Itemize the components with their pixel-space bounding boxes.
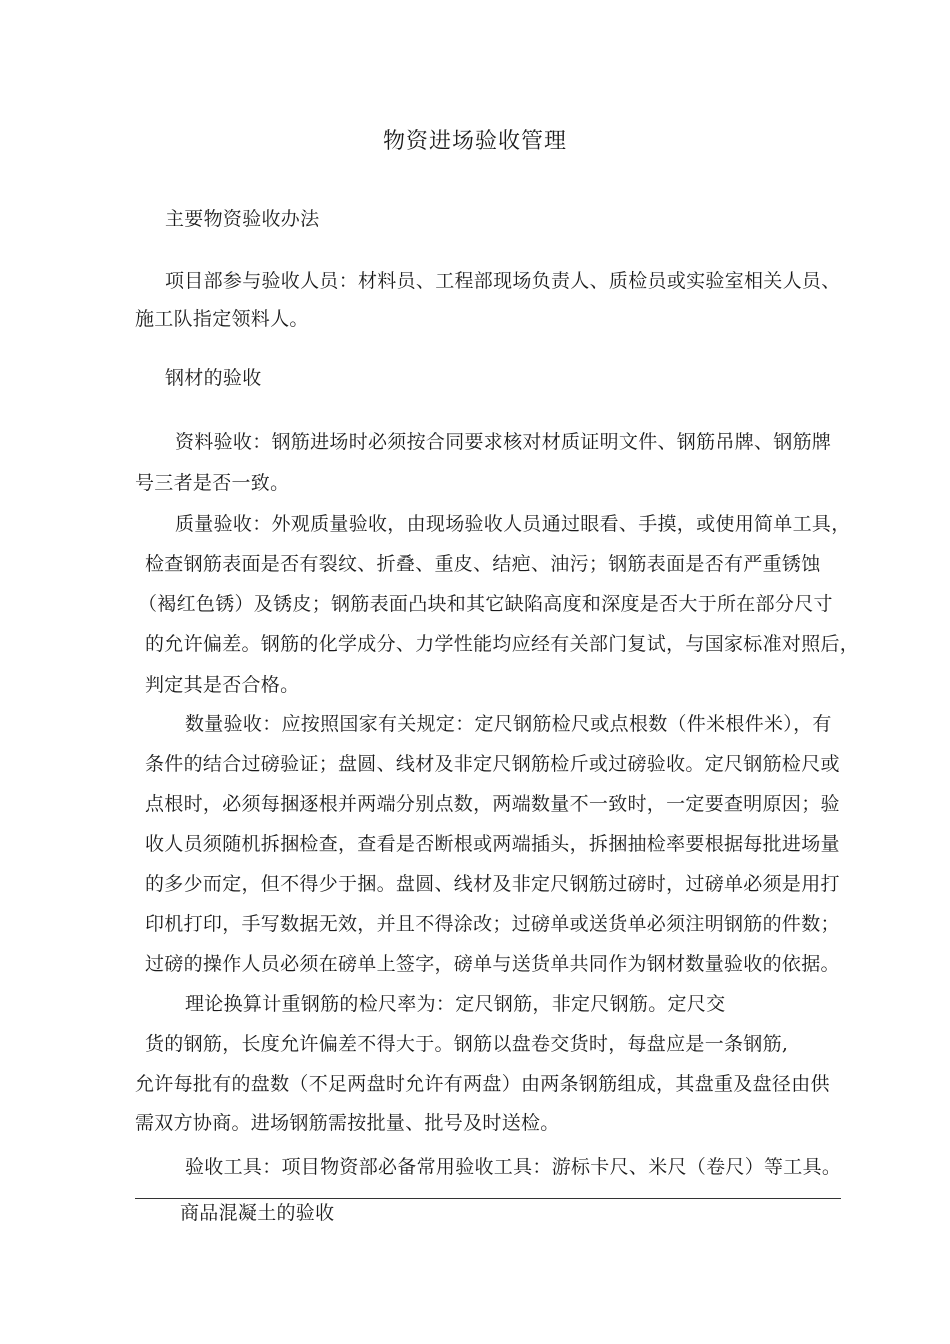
theory-weight-line-4: 需双方协商。进场钢筋需按批量、批号及时送检。 bbox=[135, 1112, 560, 1134]
doc-check-line-2: 号三者是否一致。 bbox=[135, 472, 290, 494]
quantity-check-line-2: 条件的结合过磅验证；盘圆、线材及非定尺钢筋检斤或过磅验收。定尺钢筋检尺或 bbox=[145, 753, 840, 775]
quantity-check-line-7: 过磅的操作人员必须在磅单上签字，磅单与送货单共同作为钢材数量验收的依据。 bbox=[145, 953, 840, 975]
quality-check-line-4: 的允许偏差。钢筋的化学成分、力学性能均应经有关部门复试，与国家标准对照后， bbox=[145, 633, 860, 655]
tools-line: 验收工具：项目物资部必备常用验收工具：游标卡尺、米尺（卷尺）等工具。 bbox=[185, 1156, 842, 1178]
quality-check-line-5: 判定其是否合格。 bbox=[145, 674, 300, 696]
personnel-line-2: 施工队指定领料人。 bbox=[135, 308, 309, 330]
quality-check-line-1: 质量验收：外观质量验收，由现场验收人员通过眼看、手摸，或使用简单工具， bbox=[175, 513, 851, 535]
quantity-check-line-3: 点根时，必须每捆逐根并两端分别点数，两端数量不一致时，一定要查明原因；验 bbox=[145, 793, 840, 815]
section-heading-main: 主要物资验收办法 bbox=[165, 208, 320, 230]
theory-weight-line-1: 理论换算计重钢筋的检尺率为：定尺钢筋，非定尺钢筋。定尺交 bbox=[185, 993, 726, 1015]
quality-check-line-3: （褐红色锈）及锈皮；钢筋表面凸块和其它缺陷高度和深度是否大于所在部分尺寸 bbox=[138, 593, 833, 615]
section-heading-concrete: 商品混凝土的验收 bbox=[180, 1202, 335, 1224]
horizontal-divider bbox=[135, 1198, 841, 1199]
section-heading-steel: 钢材的验收 bbox=[165, 367, 262, 389]
quantity-check-line-1: 数量验收：应按照国家有关规定：定尺钢筋检尺或点根数（件米根件米），有 bbox=[185, 713, 832, 735]
theory-weight-line-2: 货的钢筋，长度允许偏差不得大于。钢筋以盘卷交货时，每盘应是一条钢筋, bbox=[145, 1033, 789, 1055]
quality-check-line-2: 检查钢筋表面是否有裂纹、折叠、重皮、结疤、油污；钢筋表面是否有严重锈蚀 bbox=[145, 553, 821, 575]
quantity-check-line-6: 印机打印，手写数据无效，并且不得涂改；过磅单或送货单必须注明钢筋的件数； bbox=[145, 913, 840, 935]
theory-weight-line-3: 允许每批有的盘数（不足两盘时允许有两盘）由两条钢筋组成，其盘重及盘径由供 bbox=[135, 1073, 830, 1095]
personnel-line-1: 项目部参与验收人员：材料员、工程部现场负责人、质检员或实验室相关人员、 bbox=[165, 270, 841, 292]
page-title: 物资进场验收管理 bbox=[382, 129, 567, 154]
quantity-check-line-4: 收人员须随机拆捆检查，查看是否断根或两端插头，拆捆抽检率要根据每批进场量 bbox=[145, 833, 840, 855]
doc-check-line-1: 资料验收：钢筋进场时必须按合同要求核对材质证明文件、钢筋吊牌、钢筋牌 bbox=[175, 431, 832, 453]
quantity-check-line-5: 的多少而定，但不得少于捆。盘圆、线材及非定尺钢筋过磅时，过磅单必须是用打 bbox=[145, 873, 840, 895]
